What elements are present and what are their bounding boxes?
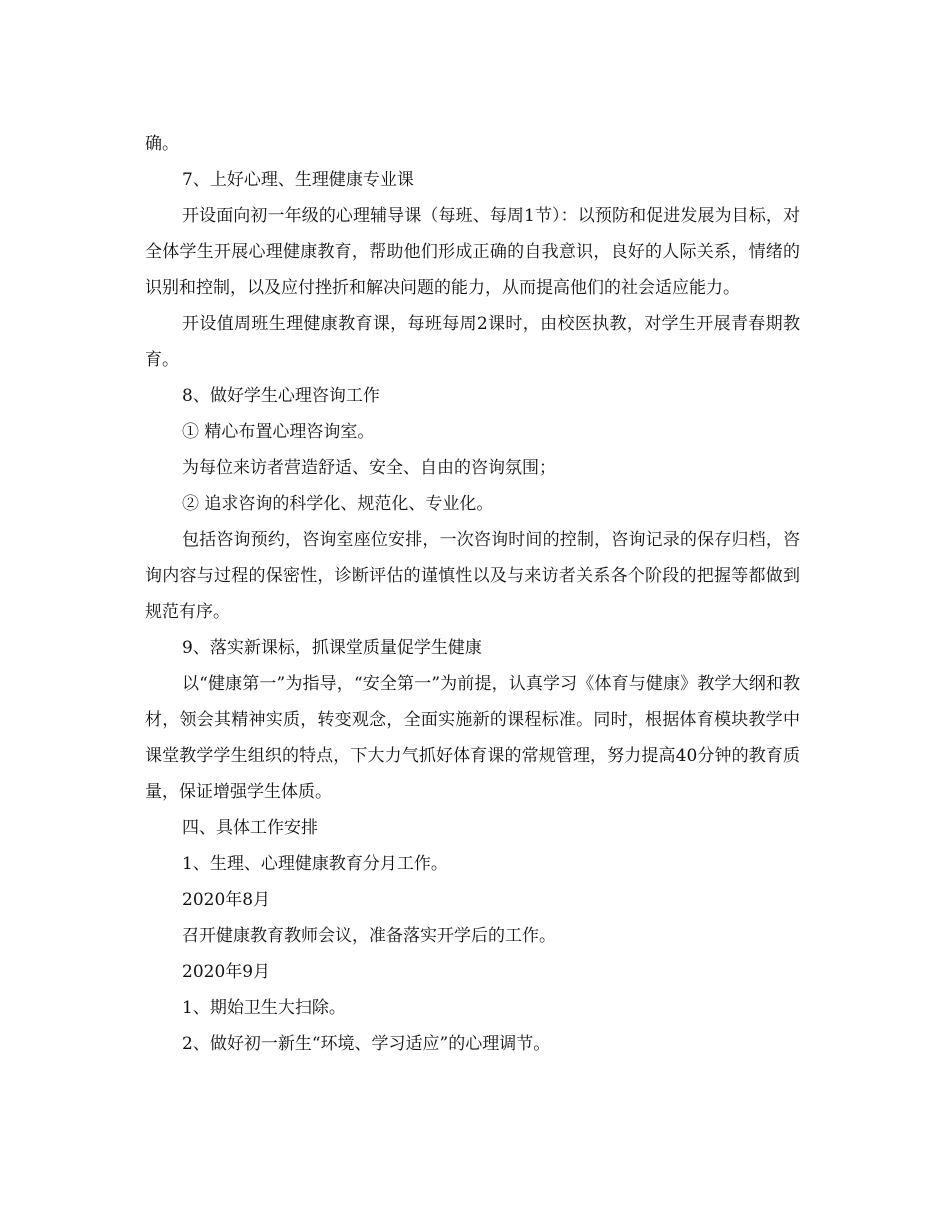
list-item-2: ② 追求咨询的科学化、规范化、专业化。 [182,494,494,514]
paragraph-atmosphere: 为每位来访者营造舒适、安全、自由的咨询氛围； [182,458,556,478]
section-heading-7: 7、上好心理、生理健康专业课 [182,170,414,190]
paragraph-psych-course: 开设面向初一年级的心理辅导课（每班、每周1节）：以预防和促进发展为目标，对全体学生开展心理健康教育，帮助他们形成正确的自我意识，良好的人际关系，情绪的识别和控制，以及应付挫折和解决问题的能力，从而提高他们的社会适应能力。 [145,206,800,298]
paragraph-consult-process: 包括咨询预约，咨询室座位安排，一次咨询时间的控制，咨询记录的保存归档，咨询内容与过程的保密性，诊断评估的谨慎性以及与来访者关系各个阶段的把握等都做到规范有序。 [145,530,800,622]
date-august: 2020年8月 [182,890,271,910]
paragraph-august-plan: 召开健康教育教师会议，准备落实开学后的工作。 [182,926,556,946]
paragraph-pe-curriculum: 以“健康第一”为指导，“安全第一”为前提，认真学习《体育与健康》教学大纲和教材，领会其精神实质，转变观念，全面实施新的课程标准。同时，根据体育模块教学中课堂教学学生组织的特点，下大力气抓好体育课的常规管理，努力提高40分钟的教育质量，保证增强学生体质。 [145,674,800,802]
list-item-cleanup: 1、期始卫生大扫除。 [182,998,346,1018]
subheading-monthly-work: 1、生理、心理健康教育分月工作。 [182,854,448,874]
section-heading-9: 9、落实新课标，抓课堂质量促学生健康 [182,638,482,658]
section-heading-4: 四、具体工作安排 [182,818,318,838]
section-heading-8: 8、做好学生心理咨询工作 [182,386,380,406]
paragraph-health-course: 开设值周班生理健康教育课，每班每周2课时，由校医执教，对学生开展青春期教育。 [145,314,800,370]
list-item-1: ① 精心布置心理咨询室。 [182,422,375,442]
paragraph-continuation: 确。 [145,134,179,154]
document-body [145,126,800,1062]
list-item-adjustment: 2、做好初一新生“环境、学习适应”的心理调节。 [182,1034,551,1054]
date-september: 2020年9月 [182,962,271,982]
